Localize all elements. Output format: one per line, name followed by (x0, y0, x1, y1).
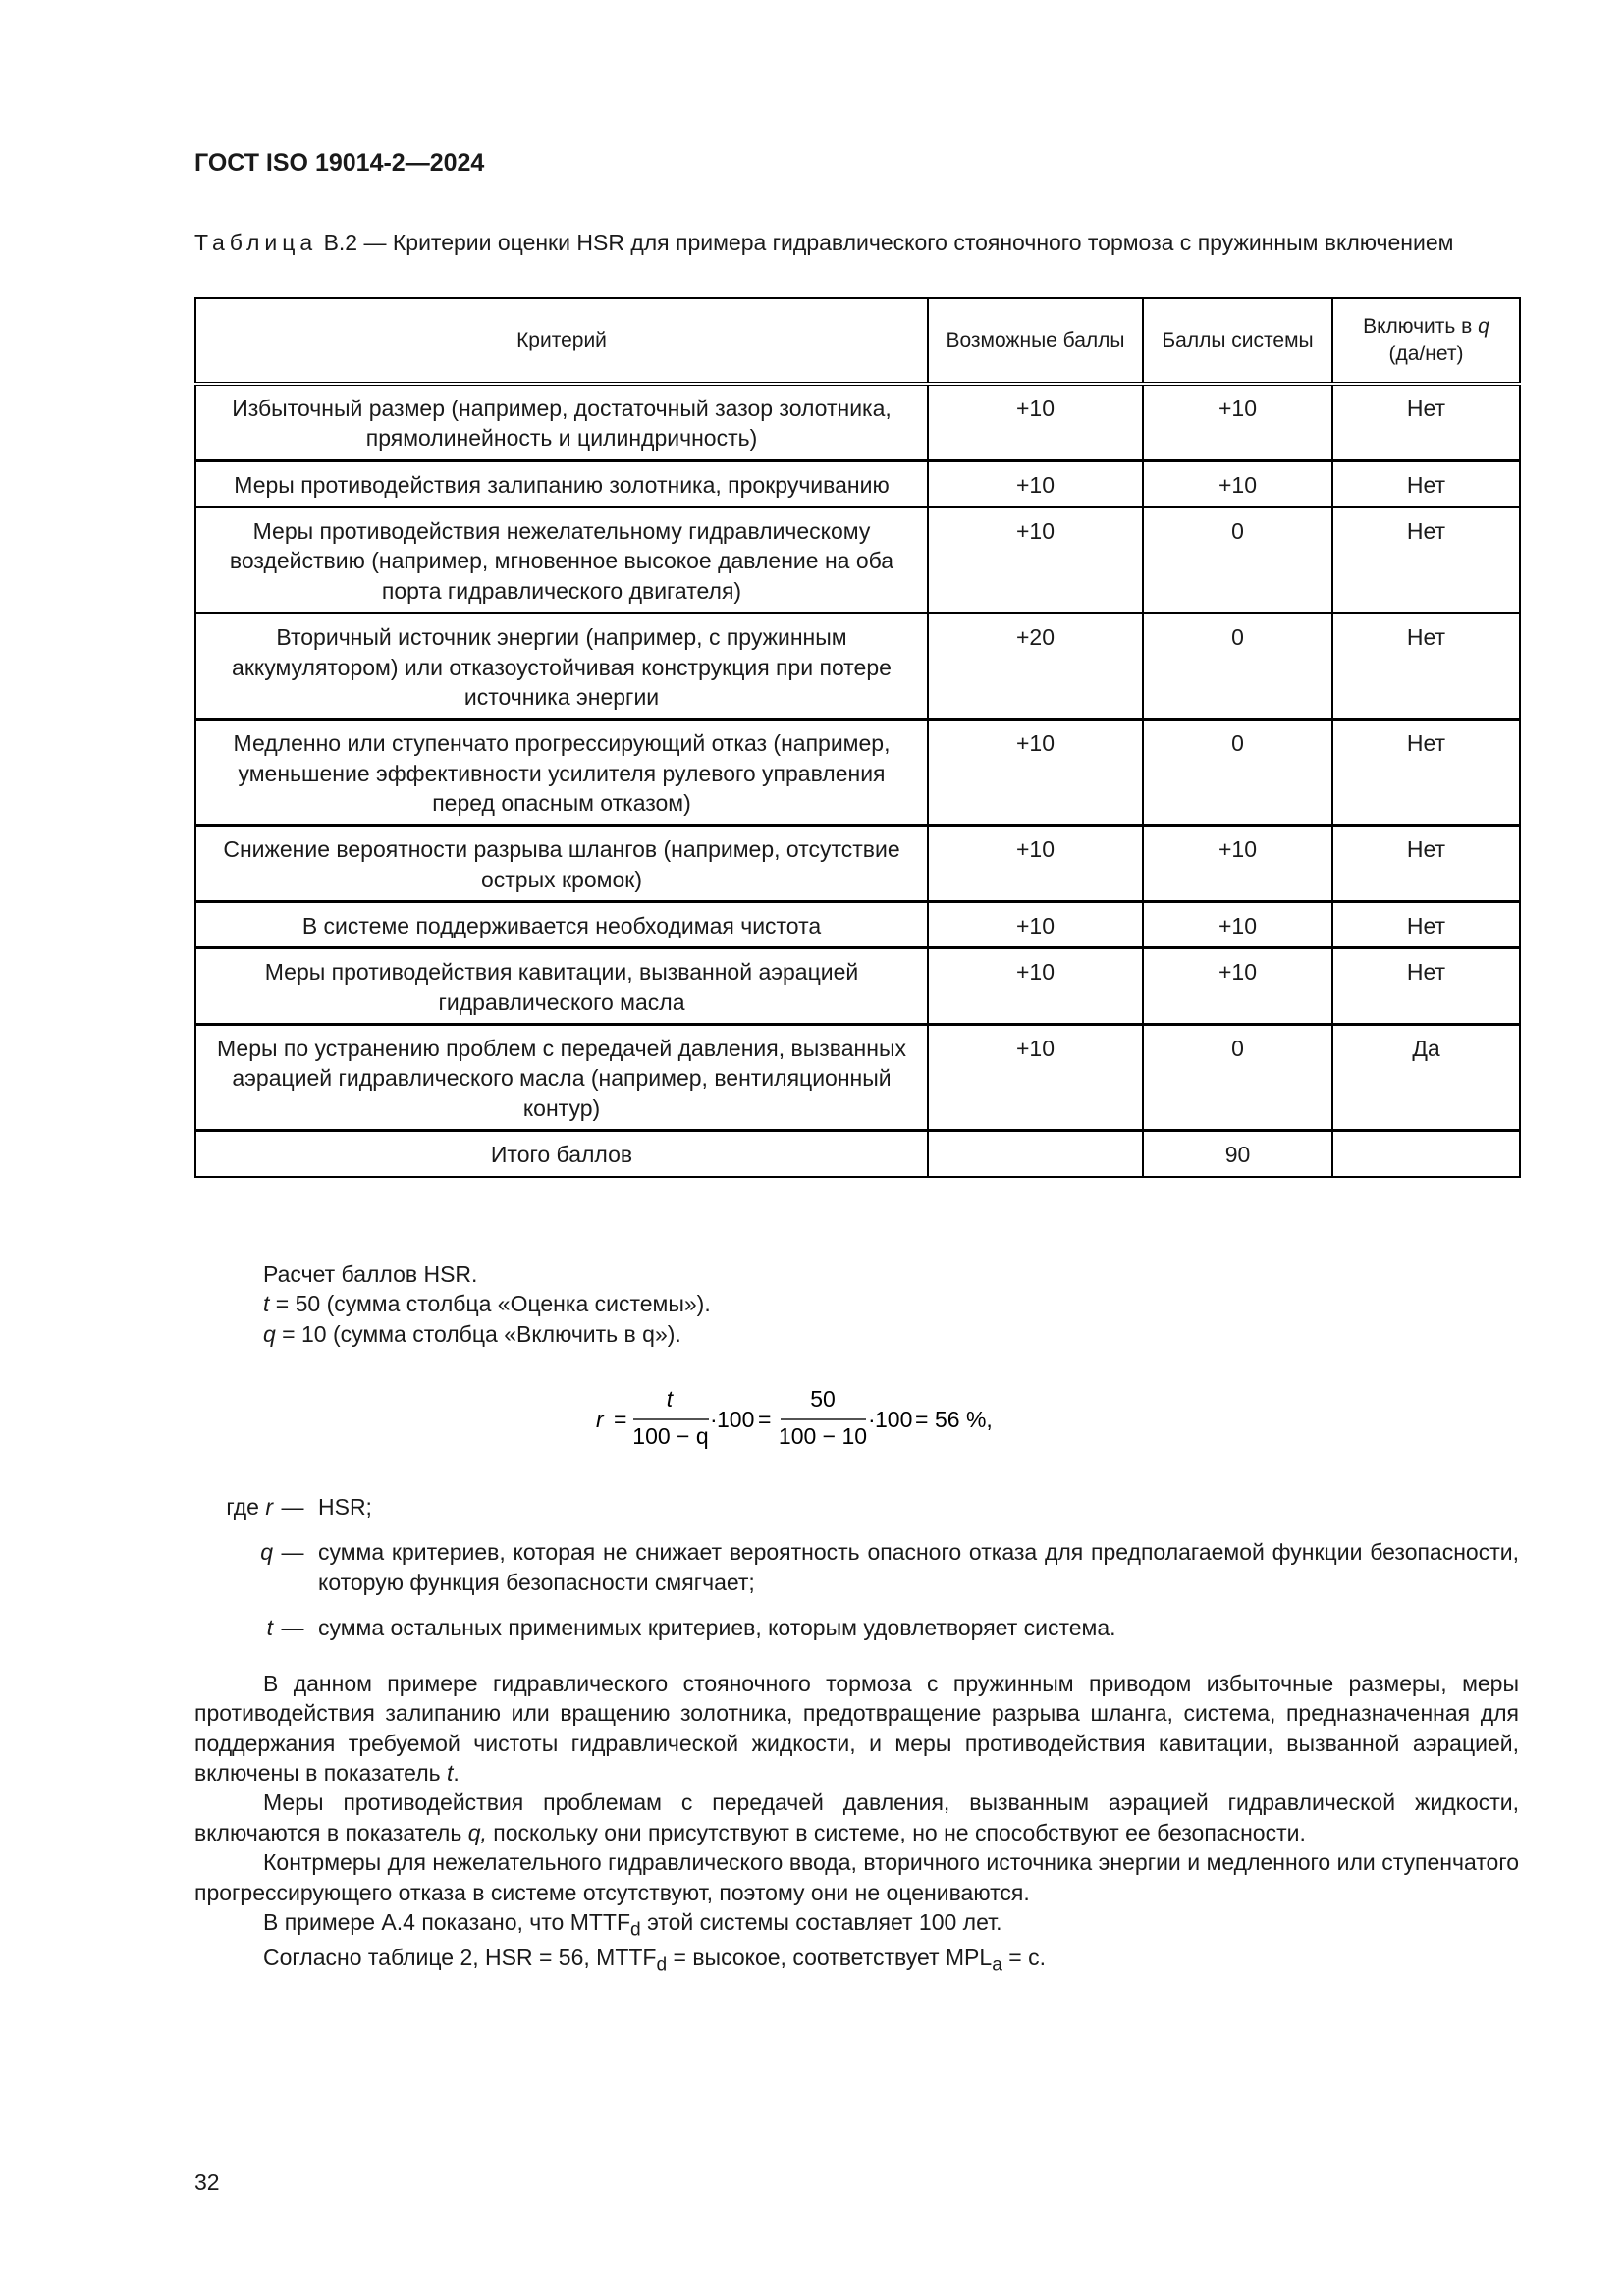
formula-eq-2: = (758, 1407, 772, 1432)
table-row (195, 507, 1520, 614)
calc-q-text: = 10 (сумма столбца «Включить в q»). (275, 1320, 681, 1347)
include-cell: Нет (1332, 902, 1520, 948)
criterion-cell: Меры противодействия кавитации, вызванной аэрацией гидравлического масла (195, 948, 928, 1025)
definition-dash: — (281, 1615, 304, 1641)
explanation-paragraphs (194, 1669, 1519, 1978)
definition-lead (194, 1492, 273, 1522)
hsr-calculation (263, 1259, 711, 1349)
table-row (195, 720, 1520, 826)
paragraph-1-var: t (447, 1760, 454, 1787)
definition-var: r (265, 1494, 273, 1520)
formula-denominator-1: 100 − q (632, 1423, 709, 1449)
paragraph-2-end: поскольку они присутствуют в системе, но не способствуют ее безопасности. (486, 1819, 1306, 1845)
criterion-cell: В системе поддерживается необходимая чистота (195, 902, 928, 948)
possible-cell: +10 (928, 902, 1143, 948)
formula-numerator-1: t (666, 1386, 674, 1412)
include-cell: Нет (1332, 720, 1520, 826)
system-cell: +10 (1143, 460, 1332, 507)
definition-lead (194, 1537, 273, 1597)
possible-cell: +10 (928, 826, 1143, 902)
total-label-cell: Итого баллов (195, 1131, 928, 1177)
criterion-cell: Вторичный источник энергии (например, с пружинным аккумулятором) или отказоустойчивая конструкция при потере источника энергии (195, 614, 928, 720)
system-cell: +10 (1143, 948, 1332, 1025)
criterion-cell: Избыточный размер (например, достаточный зазор золотника, прямолинейность и цилиндричность) (195, 384, 928, 460)
paragraph-4-a: В примере А.4 показано, что MTTF (263, 1908, 631, 1935)
header-include-in-q (1332, 298, 1520, 384)
paragraph-2 (194, 1788, 1519, 1847)
system-cell: +10 (1143, 384, 1332, 460)
criterion-cell: Меры противодействия залипанию золотника, прокручиванию (195, 460, 928, 507)
possible-cell: +20 (928, 614, 1143, 720)
formula-result: 56 %, (935, 1407, 993, 1432)
table-row (195, 384, 1520, 460)
variable-definitions (194, 1492, 1519, 1658)
include-cell: Нет (1332, 948, 1520, 1025)
formula-hundred-1: 100 (717, 1407, 755, 1432)
criterion-cell: Меры противодействия нежелательному гидравлическому воздействию (например, мгновенное высокое давление на оба порта гидравлического двигателя) (195, 507, 928, 614)
system-cell: 0 (1143, 507, 1332, 614)
formula-eq-1: = (614, 1407, 627, 1432)
formula-dot-1: · (710, 1407, 718, 1432)
possible-cell: +10 (928, 948, 1143, 1025)
system-cell: 0 (1143, 614, 1332, 720)
system-cell: +10 (1143, 902, 1332, 948)
definition-var: q (260, 1539, 273, 1566)
paragraph-4-sub: d (630, 1919, 641, 1941)
table-header-row (195, 298, 1520, 384)
criterion-cell: Медленно или ступенчато прогрессирующий отказ (например, уменьшение эффективности усилителя рулевого управления перед опасным отказом) (195, 720, 928, 826)
possible-cell: +10 (928, 384, 1143, 460)
include-cell: Нет (1332, 826, 1520, 902)
system-cell: +10 (1143, 826, 1332, 902)
paragraph-1-end: . (453, 1760, 460, 1787)
calc-t-var: t (263, 1291, 270, 1317)
definition-text: сумма критериев, которая не снижает вероятность опасного отказа для предполагаемой функции безопасности, которую функция безопасности смягчает; (318, 1539, 1519, 1595)
include-cell: Нет (1332, 614, 1520, 720)
system-cell: 0 (1143, 1025, 1332, 1131)
document-header: ГОСТ ISO 19014-2—2024 (194, 149, 485, 177)
paragraph-5-b: = высокое, соответствует MPL (667, 1944, 993, 1970)
possible-cell: +10 (928, 460, 1143, 507)
table-caption (194, 228, 1516, 257)
header-include-var: q (1478, 315, 1489, 339)
table-row (195, 902, 1520, 948)
where-intro: где (226, 1494, 259, 1520)
include-cell: Да (1332, 1025, 1520, 1131)
hsr-formula (0, 1379, 1624, 1458)
formula-r: r (596, 1407, 604, 1432)
definition-var: t (266, 1615, 273, 1641)
criterion-cell: Меры по устранению проблем с передачей давления, вызванных аэрацией гидравлического масла (например, вентиляционный контур) (195, 1025, 928, 1131)
formula-denominator-2: 100 − 10 (778, 1423, 868, 1449)
formula-numerator-2: 50 (810, 1386, 836, 1412)
table-row (195, 948, 1520, 1025)
definition-text: сумма остальных применимых критериев, которым удовлетворяет система. (318, 1615, 1116, 1641)
paragraph-5 (194, 1943, 1519, 1978)
paragraph-5-c: = c. (1001, 1944, 1046, 1970)
paragraph-4-b: этой системы составляет 100 лет. (640, 1908, 1002, 1935)
definition-t (194, 1613, 1519, 1642)
possible-cell: +10 (928, 507, 1143, 614)
formula-eq-3: = (915, 1407, 929, 1432)
definition-text: HSR; (318, 1494, 372, 1520)
possible-cell: +10 (928, 720, 1143, 826)
paragraph-1-text: В данном примере гидравлического стояночного тормоза с пружинным приводом избыточные размеры, меры противодействия залипанию или вращению золотника, предотвращение разрыва шланга, система, предназначенная для поддержания требуемой чистоты гидравлической жидкости, и меры противодействия кавитации, вызванной аэрацией, включены в показатель (194, 1671, 1519, 1787)
criterion-cell: Снижение вероятности разрыва шлангов (например, отсутствие острых кромок) (195, 826, 928, 902)
definition-q (194, 1537, 1519, 1597)
definition-dash: — (281, 1494, 304, 1520)
definition-r (194, 1492, 1519, 1522)
header-possible-points: Возможные баллы (928, 298, 1143, 384)
include-cell: Нет (1332, 460, 1520, 507)
table-caption-text: В.2 — Критерии оценки HSR для примера гидравлического стояночного тормоза с пружинным включением (317, 230, 1454, 255)
system-cell: 0 (1143, 720, 1332, 826)
header-criterion: Критерий (195, 298, 928, 384)
header-include-text: Включить в (1363, 315, 1473, 339)
table-row (195, 614, 1520, 720)
formula-hundred-2: 100 (875, 1407, 913, 1432)
formula-svg (586, 1379, 1038, 1458)
header-system-points: Баллы системы (1143, 298, 1332, 384)
criteria-table (194, 297, 1521, 1178)
calc-title: Расчет баллов HSR. (263, 1261, 478, 1287)
table-row (195, 1025, 1520, 1131)
definition-lead (194, 1613, 273, 1642)
calc-q-var: q (263, 1320, 276, 1347)
total-include-cell (1332, 1131, 1520, 1177)
table-total-row (195, 1131, 1520, 1177)
calc-t-line (263, 1289, 711, 1318)
paragraph-2-text: Меры противодействия проблемам с передачей давления, вызванным аэрацией гидравлической жидкости, включаются в показатель (194, 1789, 1519, 1845)
include-cell: Нет (1332, 507, 1520, 614)
paragraph-5-a: Согласно таблице 2, HSR = 56, MTTF (263, 1944, 657, 1970)
page-number: 32 (194, 2169, 220, 2195)
table-row (195, 460, 1520, 507)
formula-dot-2: · (868, 1407, 876, 1432)
definition-dash: — (281, 1539, 304, 1566)
paragraph-1 (194, 1669, 1519, 1788)
paragraph-3: Контрмеры для нежелательного гидравлического ввода, вторичного источника энергии и медленного или ступенчатого прогрессирующего отказа в системе отсутствуют, поэтому они не оцениваются. (194, 1849, 1519, 1905)
total-system-cell: 90 (1143, 1131, 1332, 1177)
header-include-yesno: (да/нет) (1388, 343, 1464, 365)
calc-q-line (263, 1319, 711, 1349)
table-row (195, 826, 1520, 902)
paragraph-4 (194, 1907, 1519, 1943)
paragraph-2-var: q, (467, 1819, 487, 1845)
table-caption-prefix: Таблица (194, 230, 318, 255)
possible-cell: +10 (928, 1025, 1143, 1131)
paragraph-5-sub: d (656, 1954, 668, 1976)
paragraph-5-sub2: a (992, 1954, 1002, 1976)
total-possible-cell (928, 1131, 1143, 1177)
calc-t-text: = 50 (сумма столбца «Оценка системы»). (269, 1291, 711, 1317)
include-cell: Нет (1332, 384, 1520, 460)
